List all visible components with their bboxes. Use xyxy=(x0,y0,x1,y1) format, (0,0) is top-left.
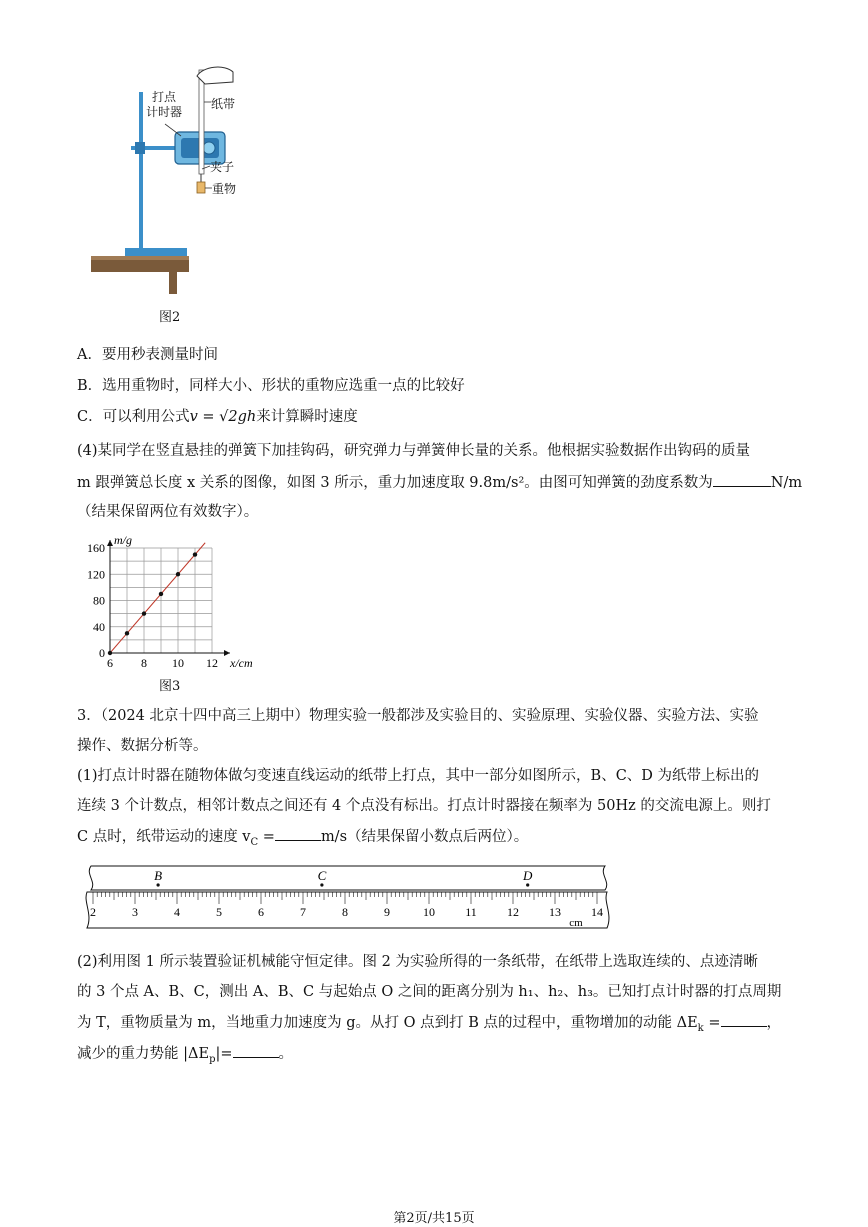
answer-blank-ep[interactable] xyxy=(233,1043,279,1058)
x-tick-label: 6 xyxy=(107,656,113,670)
answer-blank-vc[interactable] xyxy=(275,826,321,841)
tape-point-label: C xyxy=(317,868,327,883)
q4-line3: （结果保留两位有效数字）。 xyxy=(77,504,259,520)
data-point xyxy=(176,572,180,576)
data-point xyxy=(108,651,112,655)
label-tape: 纸带 xyxy=(211,97,236,111)
fit-line xyxy=(110,543,205,653)
ruler-label: 8 xyxy=(342,905,348,919)
tape-point-label: B xyxy=(154,868,163,883)
data-point xyxy=(193,552,197,556)
y-axis-label: m/g xyxy=(114,533,132,547)
ruler-label: 6 xyxy=(258,905,264,919)
ruler-unit: cm xyxy=(569,917,583,929)
figure-3-caption: 图3 xyxy=(159,679,181,694)
stand-pole xyxy=(139,92,143,250)
q3-p2-line4: 减少的重力势能 $|\Delta E_p|=$ 。 xyxy=(77,1043,293,1070)
q3-header: 3．（2024 北京十四中高三上期中）物理实验一般都涉及实验目的、实验原理、实验仪器、实验方法、实验 xyxy=(77,708,759,724)
q3-header2: 操作、数据分析等。 xyxy=(77,738,208,754)
tape-dot xyxy=(526,883,529,886)
option-c: C．可以利用公式v = √2gh来计算瞬时速度 xyxy=(77,409,358,425)
y-tick-label: 160 xyxy=(87,541,105,555)
answer-blank-k[interactable] xyxy=(713,472,771,487)
y-axis-arrow xyxy=(107,540,113,546)
weight-block xyxy=(197,182,205,193)
q4-line2: m 跟弹簧总长度 x 关系的图像，如图 3 所示，重力加速度取 9.8m/s²。由图可知弹簧的劲度系数为 N/m xyxy=(77,472,802,493)
ruler-label: 11 xyxy=(465,905,477,919)
x-axis-label: x/cm xyxy=(230,656,253,670)
q3-p2-line1: (2)利用图 1 所示装置验证机械能守恒定律。图 2 为实验所得的一条纸带，在纸带上选取连续的、点迹清晰 xyxy=(77,954,758,970)
figure-3-chart xyxy=(85,533,270,673)
tape-dot xyxy=(157,883,160,886)
label-weight: 重物 xyxy=(212,182,237,196)
x-tick-label: 8 xyxy=(141,656,147,670)
ruler-label: 5 xyxy=(216,905,222,919)
option-b: B．选用重物时，同样大小、形状的重物应选重一点的比较好 xyxy=(77,378,465,394)
paper-tape xyxy=(199,70,204,174)
tape-ruler-figure xyxy=(83,862,613,932)
page-footer: 第2页/共15页 xyxy=(393,1211,475,1226)
ruler-label: 2 xyxy=(90,905,96,919)
y-tick-label: 40 xyxy=(93,619,105,634)
ruler-label: 14 xyxy=(591,905,603,919)
data-point xyxy=(142,611,146,615)
q3-p1-line2: 连续 3 个计数点，相邻计数点之间还有 4 个点没有标出。打点计时器接在频率为 50Hz 的交流电源上。则打 xyxy=(77,798,771,814)
q3-p2-line2: 的 3 个点 A、B、C，测出 A、B、C 与起始点 O 之间的距离分别为 h₁、h₂、h₃。已知打点计时器的打点周期 xyxy=(77,984,782,1000)
stand-base xyxy=(125,248,187,256)
x-tick-label: 10 xyxy=(172,656,184,670)
ruler-label: 3 xyxy=(132,905,138,919)
y-tick-label: 80 xyxy=(93,593,105,608)
option-a: A．要用秒表测量时间 xyxy=(77,347,218,363)
q3-p2-line3: 为 T，重物质量为 m，当地重力加速度为 g。从打 O 点到打 B 点的过程中，重物增加的动能 $\Delta E_k$ = ， xyxy=(77,1012,781,1039)
ruler-label: 7 xyxy=(300,905,306,919)
ruler-label: 12 xyxy=(507,905,519,919)
q3-p1-line1: (1)打点计时器在随物体做匀变速直线运动的纸带上打点，其中一部分如图所示，B、C、D 为纸带上标出的 xyxy=(77,768,760,784)
q4-line1: (4)某同学在竖直悬挂的弹簧下加挂钩码，研究弹力与弹簧伸长量的关系。他根据实验数据作出钩码的质量 xyxy=(77,443,751,459)
ruler-label: 9 xyxy=(384,905,390,919)
figure-2-caption: 图2 xyxy=(159,310,181,325)
ruler-label: 4 xyxy=(174,905,180,919)
label-clip: 夹子 xyxy=(210,160,235,174)
y-tick-label: 120 xyxy=(87,567,105,582)
ruler-label: 10 xyxy=(423,905,435,919)
answer-blank-ek[interactable] xyxy=(721,1012,767,1027)
table-leg xyxy=(169,272,177,294)
x-tick-label: 12 xyxy=(206,656,218,670)
formula: v = √2gh xyxy=(189,409,257,425)
label-timer: 打点 计时器 xyxy=(146,90,183,119)
ruler-label: 13 xyxy=(549,905,561,919)
data-point xyxy=(125,631,129,635)
y-tick-label: 0 xyxy=(99,646,105,660)
data-point xyxy=(159,592,163,596)
tape-point-label: D xyxy=(523,868,533,883)
tape-dot xyxy=(320,883,323,886)
q3-p1-line3: C 点时，纸带运动的速度 $v_C = m/s$（结果保留小数点后两位）。 xyxy=(77,826,528,853)
